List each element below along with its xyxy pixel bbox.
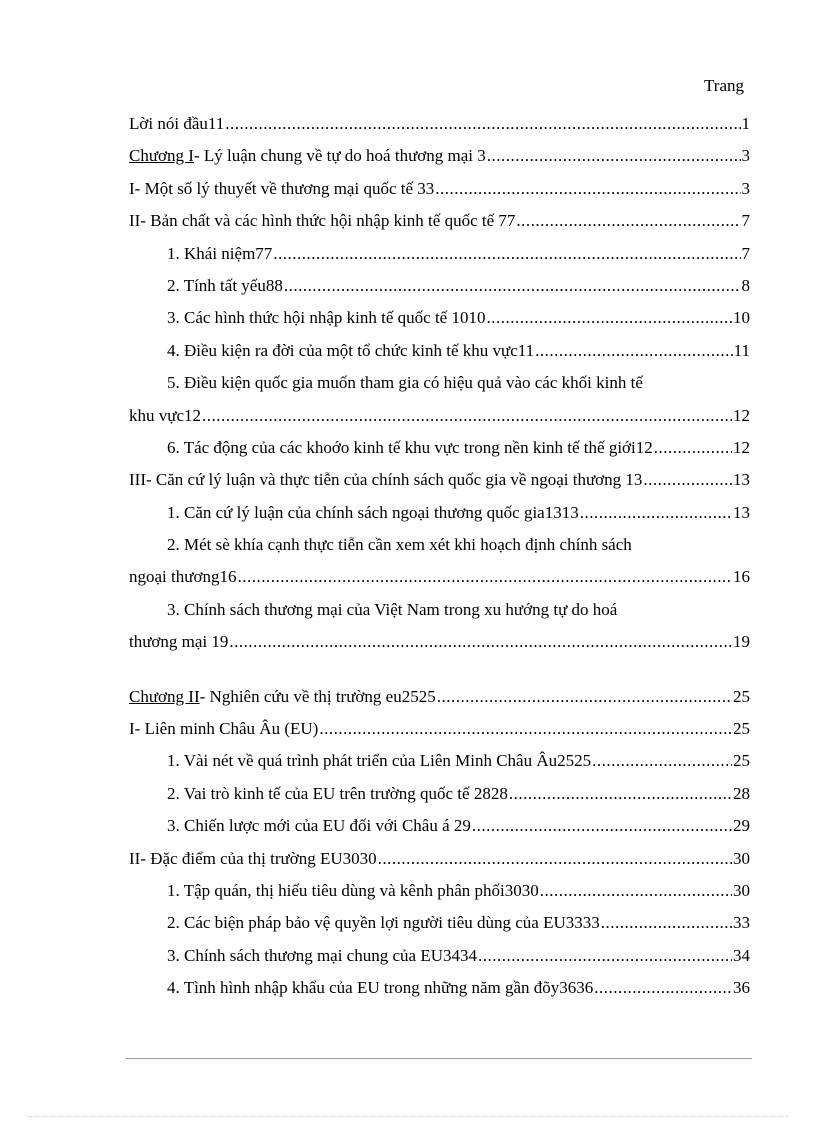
toc-page-number: 3 (741, 146, 750, 166)
toc-entry-1-2-6[interactable] (129, 432, 750, 464)
leader-dots (225, 108, 740, 140)
leader-dots (654, 432, 732, 464)
toc-entry-text: 1. Tập quán, thị hiếu tiêu dùng và kênh phân phối3030 (167, 880, 539, 900)
toc-entry-text: 2. Vai trò kinh tế của EU trên trường quốc tế 2828 (167, 783, 508, 803)
toc-page-number: 3 (741, 178, 750, 198)
toc-entry-section-2-2[interactable] (129, 843, 750, 875)
toc-entry-text: Lời nói đầu11 (129, 114, 225, 133)
toc-entry-text-line1: 2. Mét sè khía cạnh thực tiễn cần xem xét khi hoạch định chính sách (167, 535, 632, 555)
toc-entry-text: I- Một số lý thuyết về thương mại quốc tế 33 (129, 178, 435, 198)
toc-page-number: 1 (741, 114, 750, 133)
toc-page-number: 11 (733, 340, 750, 360)
toc-entry-1-2-4[interactable] (129, 335, 750, 367)
toc-page-number: 34 (733, 945, 750, 965)
toc-entry-text: 3. Chiến lược mới của EU đối với Châu á 29 (167, 816, 471, 836)
toc-page-number: 13 (733, 502, 750, 522)
chapter-label: Chương II (129, 686, 200, 706)
toc-page-number: 13 (733, 470, 750, 490)
leader-dots (284, 270, 741, 302)
toc-entry-1-3-2[interactable] (129, 529, 750, 594)
chapter-label: Chương I (129, 146, 194, 166)
toc-entry-1-2-1[interactable] (129, 238, 750, 270)
toc-entry-2-2-4[interactable] (129, 972, 750, 1004)
toc-entry-loi-noi-dau[interactable] (129, 108, 750, 140)
leader-dots (486, 302, 732, 334)
toc-page-number: 25 (733, 686, 750, 706)
toc-entry-text-line2: thương mại 19 (129, 632, 229, 652)
page-column-label: Trang (704, 76, 744, 95)
toc-entry-text: 3. Các hình thức hội nhập kinh tế quốc tế 1010 (167, 308, 486, 328)
toc-entry-text: - Nghiên cứu về thị trường eu2525 (199, 686, 436, 706)
toc-entry-text-line1: 5. Điều kiện quốc gia muốn tham gia có hiệu quả vào các khối kinh tế (167, 373, 643, 393)
leader-dots (643, 464, 732, 496)
toc-entry-text: I- Liên minh Châu Âu (EU) (129, 719, 319, 739)
table-of-contents (129, 108, 750, 1005)
toc-entry-1-2-2[interactable] (129, 270, 750, 302)
page-edge-dotted-line (28, 1116, 788, 1117)
leader-dots (273, 238, 740, 270)
leader-dots (535, 335, 732, 367)
toc-page-number: 7 (741, 211, 750, 231)
toc-page-number: 33 (733, 913, 750, 933)
toc-entry-2-1-3[interactable] (129, 810, 750, 842)
footer-divider (126, 1058, 752, 1059)
toc-entry-section-1-1[interactable] (129, 173, 750, 205)
toc-entry-text: III- Căn cứ lý luận và thực tiễn của chính sách quốc gia về ngoại thương 13 (129, 470, 643, 490)
toc-entry-text: 1. Vài nét về quá trình phát triển của Liên Minh Châu Âu2525 (167, 751, 592, 771)
toc-entry-text: 4. Tình hình nhập khẩu của EU trong những năm gần đõy3636 (167, 978, 594, 998)
toc-page-number: 12 (733, 405, 750, 425)
toc-entry-text: - Lý luận chung về tự do hoá thương mại 3 (193, 146, 486, 166)
leader-dots (540, 875, 732, 907)
toc-entry-1-3-1[interactable] (129, 497, 750, 529)
toc-page-number: 29 (733, 816, 750, 836)
toc-entry-chapter-1[interactable] (129, 140, 750, 172)
leader-dots (516, 205, 740, 237)
toc-entry-text: 1. Căn cứ lý luận của chính sách ngoại thương quốc gia1313 (167, 502, 579, 522)
leader-dots (580, 497, 732, 529)
toc-entry-text: II- Bản chất và các hình thức hội nhập kinh tế quốc tế 77 (129, 211, 516, 231)
toc-entry-2-2-3[interactable] (129, 940, 750, 972)
toc-page-number: 30 (733, 848, 750, 868)
leader-dots (378, 843, 732, 875)
leader-dots (478, 940, 732, 972)
leader-dots (237, 561, 732, 593)
toc-entry-2-1-1[interactable] (129, 745, 750, 777)
leader-dots (472, 810, 732, 842)
toc-entry-section-1-2[interactable] (129, 205, 750, 237)
toc-entry-2-2-2[interactable] (129, 907, 750, 939)
toc-entry-1-2-5[interactable] (129, 367, 750, 432)
toc-entry-section-2-1[interactable] (129, 713, 750, 745)
toc-entry-text: 2. Các biện pháp bảo vệ quyền lợi người tiêu dùng của EU3333 (167, 913, 600, 933)
toc-entry-2-2-1[interactable] (129, 875, 750, 907)
toc-entry-1-3-3[interactable] (129, 594, 750, 659)
toc-entry-text-line1: 3. Chính sách thương mại của Việt Nam trong xu hướng tự do hoá (167, 599, 618, 619)
toc-page-number: 7 (741, 243, 750, 263)
toc-page-number: 25 (733, 751, 750, 771)
toc-page-number: 19 (733, 632, 750, 652)
leader-dots (435, 173, 740, 205)
toc-page-number: 12 (733, 437, 750, 457)
toc-entry-text: 2. Tính tất yếu88 (167, 275, 283, 295)
toc-entry-text-line2: khu vực12 (129, 405, 202, 425)
section-gap (129, 659, 750, 681)
leader-dots (229, 626, 732, 658)
toc-entry-chapter-2[interactable] (129, 681, 750, 713)
leader-dots (594, 972, 732, 1004)
leader-dots (437, 681, 732, 713)
leader-dots (601, 907, 732, 939)
toc-entry-text: 6. Tác động của các khoớo kinh tế khu vực trong nền kinh tế thế giới12 (167, 437, 653, 457)
toc-page-number: 36 (733, 978, 750, 998)
toc-entry-section-1-3[interactable] (129, 464, 750, 496)
leader-dots (509, 778, 732, 810)
toc-entry-1-2-3[interactable] (129, 302, 750, 334)
toc-page-number: 28 (733, 783, 750, 803)
leader-dots (202, 400, 732, 432)
toc-entry-text: 1. Khái niệm77 (167, 243, 273, 263)
toc-page-number: 25 (733, 719, 750, 739)
toc-entry-text-line2: ngoại thương16 (129, 567, 237, 587)
toc-entry-text: 4. Điều kiện ra đời của một tổ chức kinh tế khu vực11 (167, 340, 535, 360)
toc-page-number: 30 (733, 880, 750, 900)
leader-dots (487, 140, 741, 172)
toc-page-number: 10 (733, 308, 750, 328)
toc-entry-text: 3. Chính sách thương mại chung của EU3434 (167, 945, 477, 965)
toc-entry-text: II- Đặc điểm của thị trường EU3030 (129, 848, 377, 868)
leader-dots (319, 713, 732, 745)
leader-dots (592, 745, 732, 777)
toc-page-number: 16 (733, 567, 750, 587)
toc-entry-2-1-2[interactable] (129, 778, 750, 810)
toc-page-number: 8 (741, 275, 750, 295)
